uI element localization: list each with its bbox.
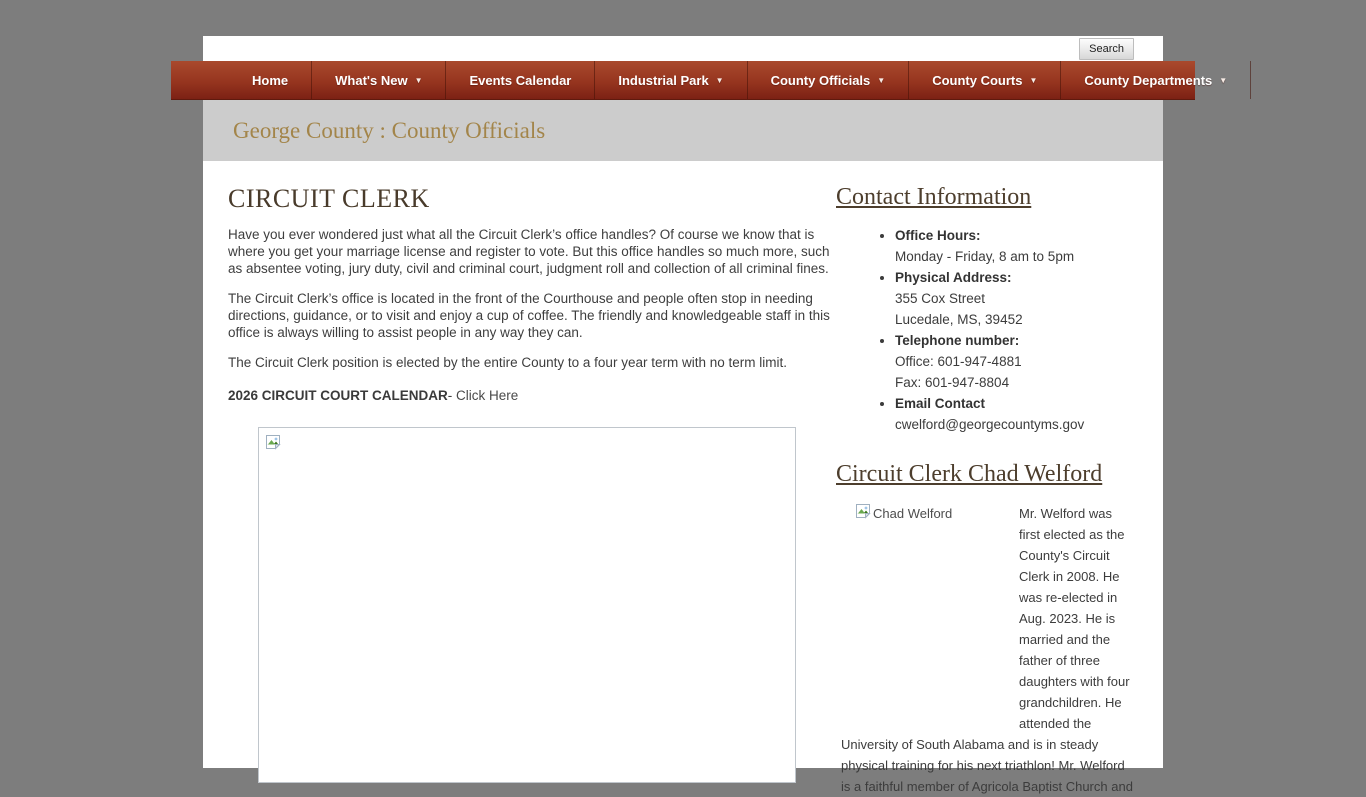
contact-item-label: • Physical Address:: [895, 270, 1012, 285]
intro-paragraph: Have you ever wondered just what all the Circuit Clerk’s office handles? Of course we know that is where you get your marriage license and register to vote. But this office handles so much more, such as absentee voting, jury duty, civil and criminal court, judgment roll and collection of all criminal fines.: [228, 227, 830, 276]
breadcrumb-banner: [203, 100, 1163, 161]
nav-item-label: County Officials: [770, 72, 871, 88]
clerk-photo-alt-text: Chad Welford: [873, 506, 953, 521]
office-location-paragraph: The Circuit Clerk’s office is located in the front of the Courthouse and people often stop in needing directions, guidance, or to visit and enjoy a cup of coffee. The friendly and knowledgeable staff in this office is always willing to assist people in any way they can.: [228, 291, 830, 340]
nav-item-county-officials[interactable]: [748, 61, 910, 99]
chevron-down-icon: ▼: [1029, 75, 1038, 85]
nav-item-county-departments[interactable]: [1061, 61, 1251, 99]
contact-item-label: • Telephone number:: [895, 333, 1020, 348]
contact-item-value: Monday - Friday, 8 am to 5pm: [895, 249, 1075, 264]
court-calendar-separator: -: [447, 388, 457, 403]
contact-item-value: 355 Cox Street: [895, 291, 986, 306]
court-calendar-line: [228, 387, 835, 404]
clerk-bio-text: Mr. Welford was first elected as the County's Circuit Clerk in 2008. He was re-elected in Aug. 2023. He is married and the father of three daughters with four grandchildren. He attended the University of South Alabama and is in steady physical training for his next triathlon! Mr. Welford is a faithful member of Agricola Baptist Church and: [841, 506, 1133, 794]
main-content: [228, 183, 835, 783]
chevron-down-icon: ▼: [1219, 75, 1228, 85]
chevron-down-icon: ▼: [715, 75, 724, 85]
nav-item-county-courts[interactable]: [909, 61, 1061, 99]
broken-image-icon: [855, 503, 871, 519]
contact-item-telephone: [895, 330, 1136, 393]
nav-item-industrial-park[interactable]: [595, 61, 747, 99]
calendar-image-placeholder: [258, 427, 796, 783]
clerk-heading-wrap: [836, 460, 1136, 489]
term-paragraph: The Circuit Clerk position is elected by the entire County to a four year term with no term limit.: [228, 355, 787, 370]
clerk-photo-broken-image: [855, 503, 1019, 725]
contact-item-physical-address: [895, 267, 1136, 330]
court-calendar-label: 2026 CIRCUIT COURT CALENDAR: [228, 388, 448, 403]
court-calendar-click-here-link[interactable]: Click Here: [456, 388, 519, 403]
nav-item-label: What's New: [335, 72, 408, 88]
page-title: CIRCUIT CLERK: [228, 184, 430, 213]
nav-item-label: County Departments: [1084, 72, 1213, 88]
nav-item-label: County Courts: [932, 72, 1023, 88]
clerk-bio-section: [841, 503, 1136, 797]
chevron-down-icon: ▼: [877, 75, 886, 85]
broken-image-icon: [265, 434, 281, 450]
chevron-down-icon: ▼: [414, 75, 423, 85]
contact-item-office-hours: [895, 225, 1136, 267]
contact-item-value: Fax: 601-947-8804: [895, 375, 1010, 390]
contact-item-label: • Email Contact: [895, 396, 986, 411]
contact-item-email: [895, 393, 1136, 435]
nav-item-label: Home: [252, 72, 289, 88]
contact-item-value: Lucedale, MS, 39452: [895, 312, 1023, 327]
contact-item-label: • Office Hours:: [895, 228, 981, 243]
sidebar: [836, 183, 1136, 797]
main-navigation: [171, 61, 1228, 100]
search-button[interactable]: Search: [1079, 38, 1134, 60]
nav-item-home[interactable]: [229, 61, 312, 99]
contact-information-heading[interactable]: Contact Information: [836, 184, 1032, 210]
contact-item-value: Office: 601-947-4881: [895, 354, 1022, 369]
nav-item-label: Industrial Park: [618, 72, 709, 88]
nav-item-label: Events Calendar: [469, 72, 572, 88]
contact-item-value: cwelford@georgecountyms.gov: [895, 417, 1085, 432]
nav-item-events-calendar[interactable]: [446, 61, 595, 99]
breadcrumb: George County : County Officials: [233, 118, 546, 143]
contact-list: [836, 225, 1136, 435]
nav-item-whats-new[interactable]: [312, 61, 446, 99]
circuit-clerk-chad-welford-heading[interactable]: Circuit Clerk Chad Welford: [836, 461, 1103, 487]
